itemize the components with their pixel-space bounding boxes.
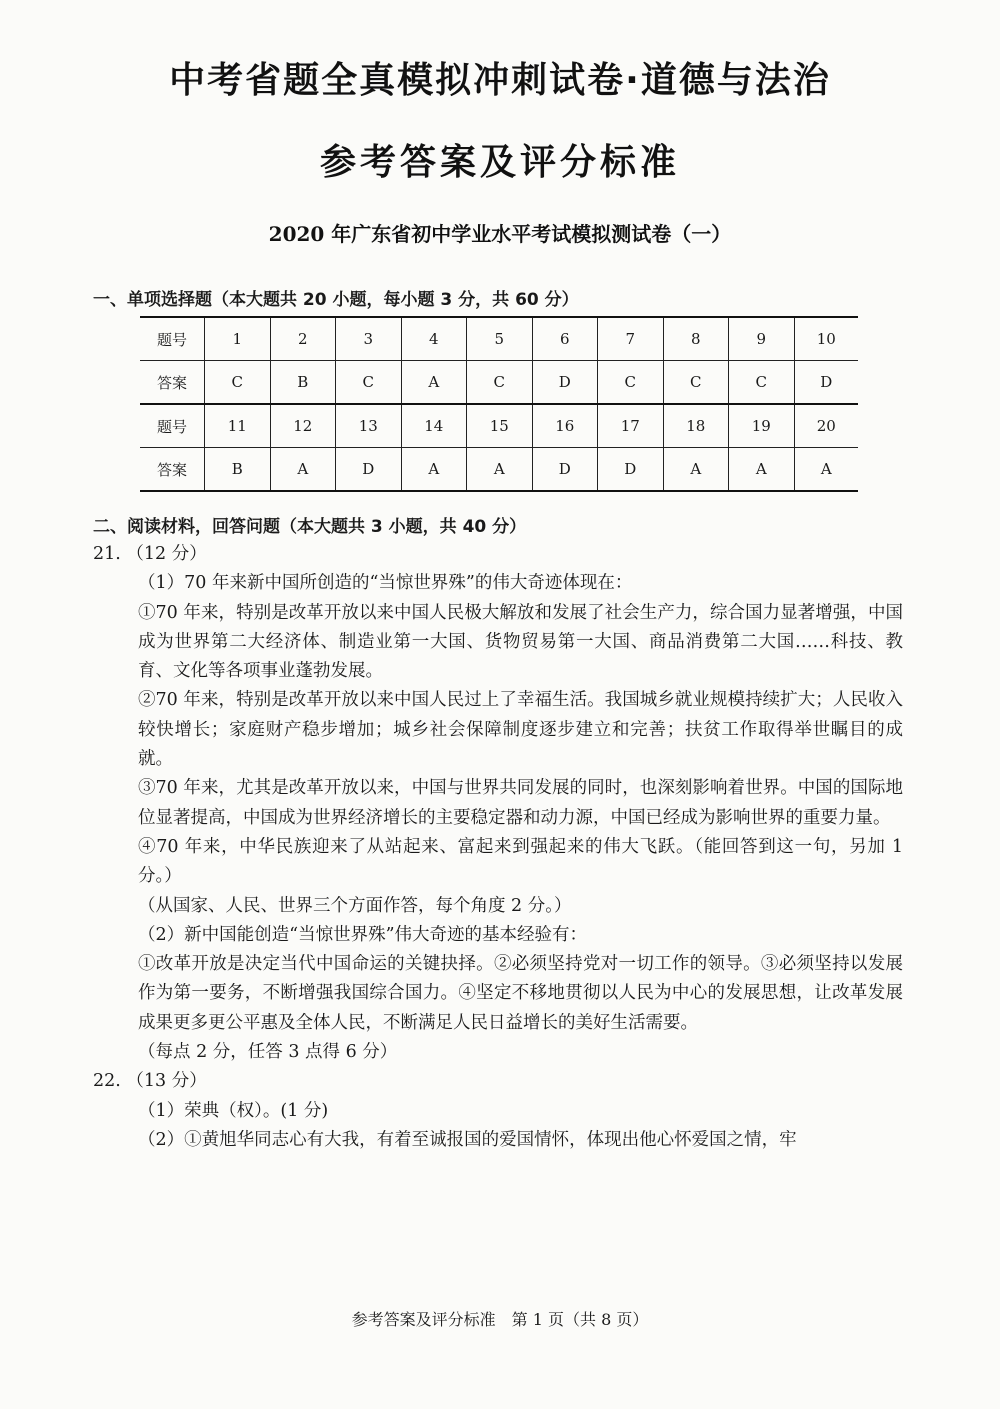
answer-cell: C bbox=[663, 361, 729, 405]
answer-cell: A bbox=[729, 448, 795, 492]
q21-point-4: ④70 年来，中华民族迎来了从站起来、富起来到强起来的伟大飞跃。（能回答到这一句，另加 1 分。） bbox=[138, 836, 903, 887]
q21-point-1: ①70 年来，特别是改革开放以来中国人民极大解放和发展了社会生产力，综合国力显著增强，中国成为世界第二大经济体、制造业第一大国、货物贸易第一大国、商品消费第二大国……科技、教育、文化等各项事业蓬勃发展。 bbox=[138, 602, 903, 682]
answer-cell: D bbox=[598, 448, 664, 492]
answer-cell: D bbox=[794, 361, 858, 405]
answer-cell: A bbox=[270, 448, 336, 492]
answer-cell: A bbox=[401, 361, 467, 405]
document-subtitle: 参考答案及评分标准 bbox=[319, 142, 680, 183]
question-number: 3 bbox=[336, 317, 402, 361]
q21-scoring-note-1: （从国家、人民、世界三个方面作答，每个角度 2 分。） bbox=[138, 895, 572, 916]
table-row bbox=[140, 448, 858, 492]
question-number: 12 bbox=[270, 404, 336, 448]
answer-cell: A bbox=[467, 448, 533, 492]
question-number: 2 bbox=[270, 317, 336, 361]
question-22-label: 22. （13 分） bbox=[93, 1071, 207, 1092]
answer-cell: D bbox=[336, 448, 402, 492]
answer-cell: A bbox=[401, 448, 467, 492]
table-row bbox=[140, 404, 858, 448]
document-title: 中考省题全真模拟冲刺试卷·道德与法治 bbox=[169, 60, 831, 101]
question-number: 6 bbox=[532, 317, 598, 361]
q21-scoring-note-2: （每点 2 分，任答 3 点得 6 分） bbox=[138, 1042, 398, 1063]
question-number: 11 bbox=[205, 404, 271, 448]
q21-point-2: ②70 年来，特别是改革开放以来中国人民过上了幸福生活。我国城乡就业规模持续扩大；人民收入较快增长；家庭财产稳步增加；城乡社会保障制度逐步建立和完善；扶贫工作取得举世瞩目的成就。 bbox=[138, 690, 903, 770]
question-number: 1 bbox=[205, 317, 271, 361]
table-row bbox=[140, 317, 858, 361]
question-21-label: 21. （12 分） bbox=[93, 544, 207, 564]
answer-body bbox=[93, 540, 903, 1155]
question-number: 16 bbox=[532, 404, 598, 448]
section1-heading: 一、单项选择题（本大题共 20 小题，每小题 3 分，共 60 分） bbox=[93, 290, 579, 310]
row-label: 题号 bbox=[140, 317, 205, 361]
question-number: 14 bbox=[401, 404, 467, 448]
answer-cell: D bbox=[532, 361, 598, 405]
q22-part1: （1）荣典（权）。(1 分) bbox=[138, 1100, 329, 1121]
question-number: 17 bbox=[598, 404, 664, 448]
question-number: 19 bbox=[729, 404, 795, 448]
q21-point-3: ③70 年来，尤其是改革开放以来，中国与世界共同发展的同时，也深刻影响着世界。中国的国际地位显著提高，中国成为世界经济增长的主要稳定器和动力源，中国已经成为影响世界的重要力量。 bbox=[138, 778, 903, 828]
q22-part2: （2）①黄旭华同志心有大我，有着至诚报国的爱国情怀，体现出他心怀爱国之情，牢 bbox=[138, 1129, 797, 1150]
question-number: 5 bbox=[467, 317, 533, 361]
row-label: 答案 bbox=[140, 361, 205, 405]
answer-cell: A bbox=[663, 448, 729, 492]
answer-cell: C bbox=[467, 361, 533, 405]
exam-name: 2020 年广东省初中学业水平考试模拟测试卷（一） bbox=[268, 222, 732, 246]
answer-cell: C bbox=[205, 361, 271, 405]
question-number: 13 bbox=[336, 404, 402, 448]
answer-cell: C bbox=[598, 361, 664, 405]
question-number: 15 bbox=[467, 404, 533, 448]
question-number: 7 bbox=[598, 317, 664, 361]
row-label: 答案 bbox=[140, 448, 205, 492]
answer-cell: B bbox=[205, 448, 271, 492]
q21-part1-intro: （1）70 年来新中国所创造的“当惊世界殊”的伟大奇迹体现在： bbox=[138, 573, 633, 594]
question-number: 18 bbox=[663, 404, 729, 448]
q21-points-5: ①改革开放是决定当代中国命运的关键抉择。②必须坚持党对一切工作的领导。③必须坚持以发展作为第一要务，不断增强我国综合国力。④坚定不移地贯彻以人民为中心的发展思想，让改革发展成果更多更公平惠及全体人民，不断满足人民日益增长的美好生活需要。 bbox=[138, 954, 903, 1033]
question-number: 8 bbox=[663, 317, 729, 361]
section2-heading: 二、阅读材料，回答问题（本大题共 3 小题，共 40 分） bbox=[93, 517, 527, 537]
table-row bbox=[140, 361, 858, 405]
page-footer: 参考答案及评分标准 第 1 页（共 8 页） bbox=[351, 1310, 649, 1329]
question-number: 9 bbox=[729, 317, 795, 361]
answer-table bbox=[140, 316, 858, 492]
row-label: 题号 bbox=[140, 404, 205, 448]
q21-part2-intro: （2）新中国能创造“当惊世界殊”伟大奇迹的基本经验有： bbox=[138, 924, 588, 945]
answer-cell: A bbox=[794, 448, 858, 492]
question-number: 10 bbox=[794, 317, 858, 361]
answer-cell: B bbox=[270, 361, 336, 405]
question-number: 20 bbox=[794, 404, 858, 448]
answer-cell: D bbox=[532, 448, 598, 492]
question-number: 4 bbox=[401, 317, 467, 361]
answer-cell: C bbox=[729, 361, 795, 405]
answer-cell: C bbox=[336, 361, 402, 405]
